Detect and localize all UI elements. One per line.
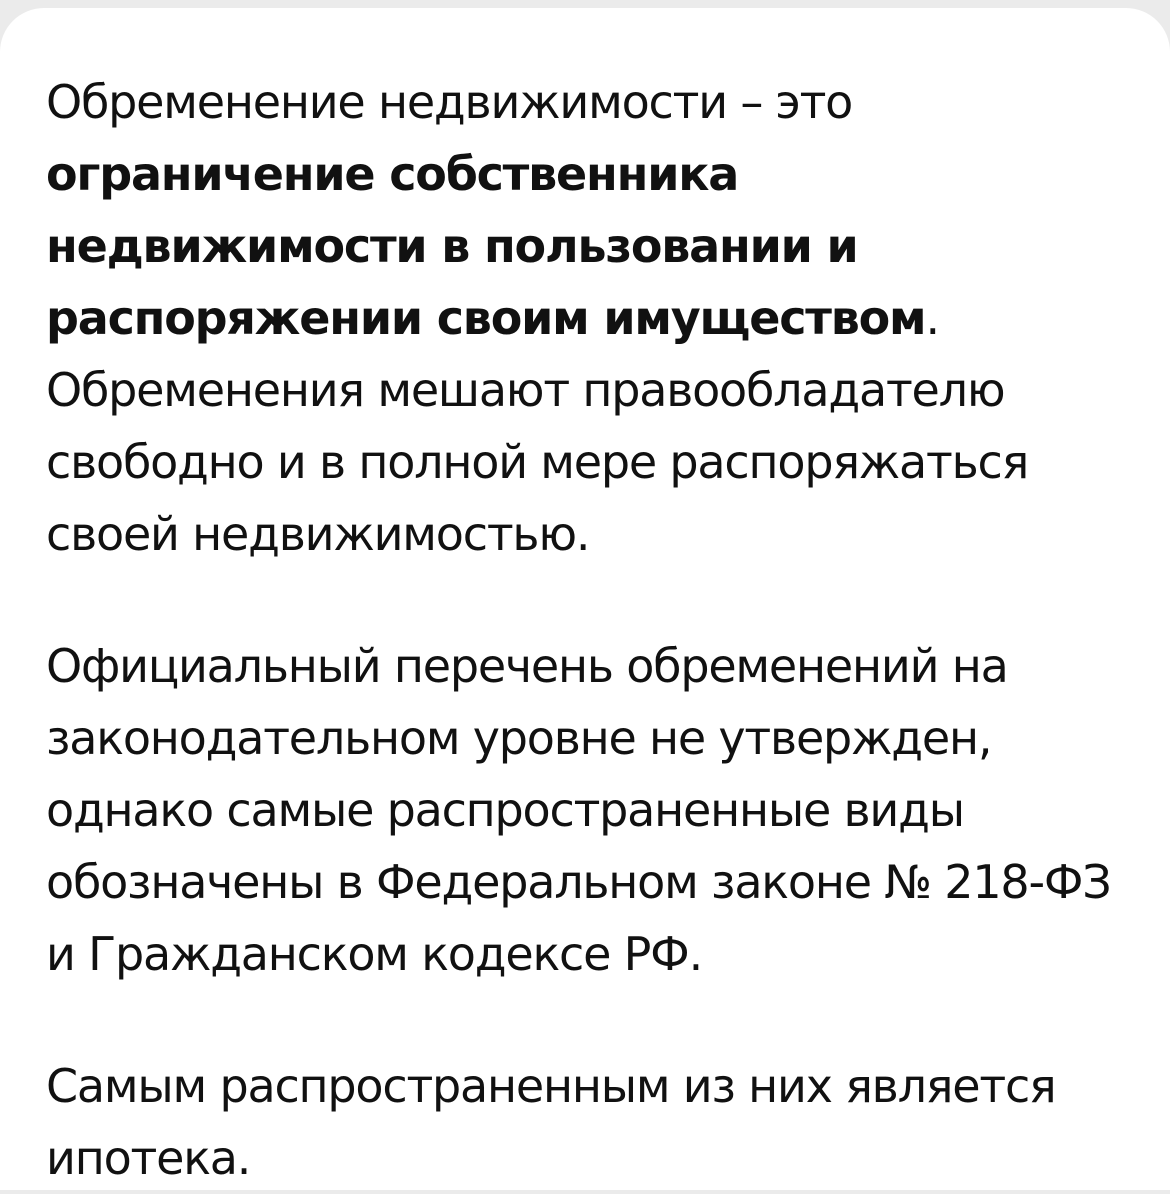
paragraph-definition [46,66,1124,570]
definition-tail: . Обременения мешают правообладателю свободно и в полной мере распоряжаться своей недвижимостью. [46,291,1029,561]
paragraph-mortgage: Самым распространенным из них является ипотека. [46,1059,1056,1185]
paragraph-official-list: Официальный перечень обременений на законодательном уровне не утвержден, однако самые распространенные виды обозначены в Федеральном законе № 218-ФЗ и Гражданском кодексе РФ. [46,639,1111,981]
definition-lead: Обременение недвижимости – это [46,75,853,129]
definition-emphasis: ограничение собственника недвижимости в пользовании и распоряжении своим имуществом [46,147,926,345]
article-card [0,8,1170,1190]
